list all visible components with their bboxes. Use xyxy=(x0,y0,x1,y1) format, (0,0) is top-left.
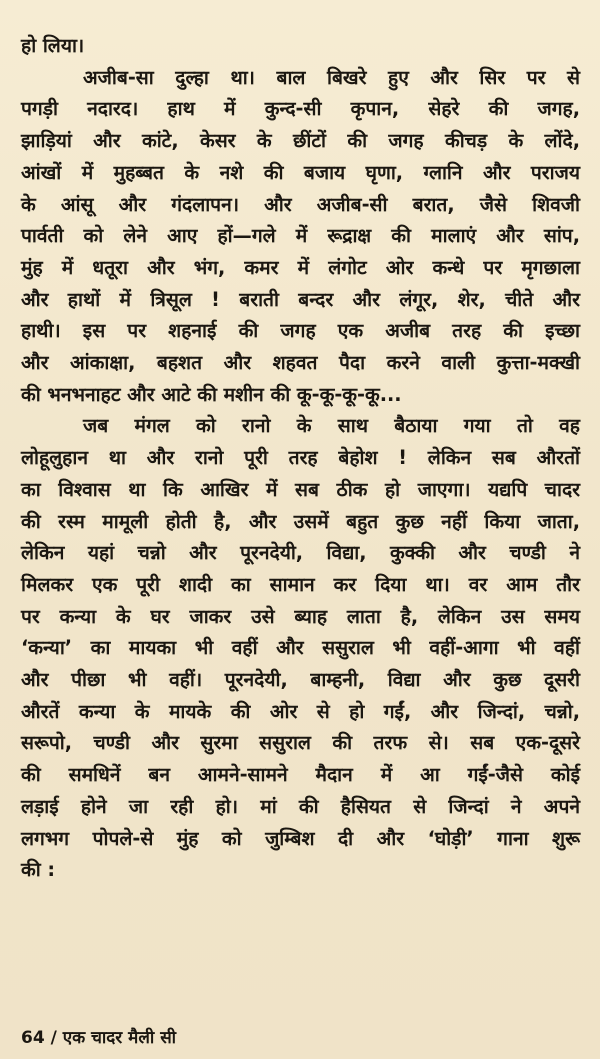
text-line: लड़ाई होने जा रही हो। मां की हैसियत से जिन्दां ने अपने xyxy=(21,794,580,818)
text-line: औरतें कन्या के मायके की ओर से हो गईं, और जिन्दां, चन्नो, xyxy=(21,699,580,723)
text-line: की : xyxy=(21,858,56,882)
text-line: मुंह में धतूरा और भंग, कमर में लंगोट ओर कन्धे पर मृगछाला xyxy=(21,255,580,279)
text-line: लगभग पोपले-से मुंह को जुम्बिश दी और ‘घोड़ी’ गाना शुरू xyxy=(21,826,580,850)
text-line: पार्वती को लेने आए हों—गले में रूद्राक्ष की मालाएं और सांप, xyxy=(21,224,580,248)
text-line: के आंसू और गंदलापन। और अजीब-सी बरात, जैसे शिवजी xyxy=(21,192,580,216)
text-line: हो लिया। xyxy=(21,34,85,57)
text-line: की समधिनें बन आमने-सामने मैदान में आ गईं-जैसे कोई xyxy=(21,763,580,787)
page-footer: 64 / एक चादर मैली सी xyxy=(21,1028,177,1048)
text-line: पर कन्या के घर जाकर उसे ब्याह लाता है, लेकिन उस समय xyxy=(21,604,580,628)
text-line: पगड़ी नदारद। हाथ में कुन्द-सी कृपान, सेहरे की जगह, xyxy=(21,97,580,121)
page-body-text xyxy=(21,30,580,886)
text-line: की भनभनाहट और आटे की मशीन की कू-कू-कू-कू... xyxy=(21,382,402,406)
text-line: की रस्म मामूली होती है, और उसमें बहुत कुछ नहीं किया जाता, xyxy=(21,509,580,533)
text-line: आंखों में मुहब्बत के नशे की बजाय घृणा, ग्लानि और पराजय xyxy=(21,160,580,184)
text-line: मिलकर एक पूरी शादी का सामान कर दिया था। वर आम तौर xyxy=(21,572,580,596)
text-line: जब मंगल को रानो के साथ बैठाया गया तो वह xyxy=(83,414,580,438)
text-line: का विश्वास था कि आखिर में सब ठीक हो जाएगा। यद्यपि चादर xyxy=(21,477,580,501)
text-line: और पीछा भी वहीं। पूरनदेयी, बाम्हनी, विद्या और कुछ दूसरी xyxy=(21,668,580,692)
text-line: लेकिन यहां चन्नो और पूरनदेयी, विद्या, कुक्की और चण्डी ने xyxy=(21,541,580,565)
text-line: लोहूलुहान था और रानो पूरी तरह बेहोश ! लेकिन सब औरतों xyxy=(21,446,580,470)
text-line: झाड़ियां और कांटे, केसर के छींटों की जगह कीचड़ के लोंदे, xyxy=(21,129,580,153)
text-line: और हाथों में त्रिसूल ! बराती बन्दर और लंगूर, शेर, चीते और xyxy=(21,287,580,311)
text-line: और आंकाक्षा, बहशत और शहवत पैदा करने वाली कुत्ता-मक्खी xyxy=(21,351,580,375)
text-line: सरूपो, चण्डी और सुरमा ससुराल की तरफ से। सब एक-दूसरे xyxy=(21,731,580,755)
text-line: हाथी। इस पर शहनाई की जगह एक अजीब तरह की इच्छा xyxy=(21,319,580,343)
text-line: ‘कन्या’ का मायका भी वहीं और ससुराल भी वहीं-आगा भी वहीं xyxy=(21,636,580,660)
text-line: अजीब-सा दुल्हा था। बाल बिखरे हुए और सिर पर से xyxy=(83,65,580,89)
